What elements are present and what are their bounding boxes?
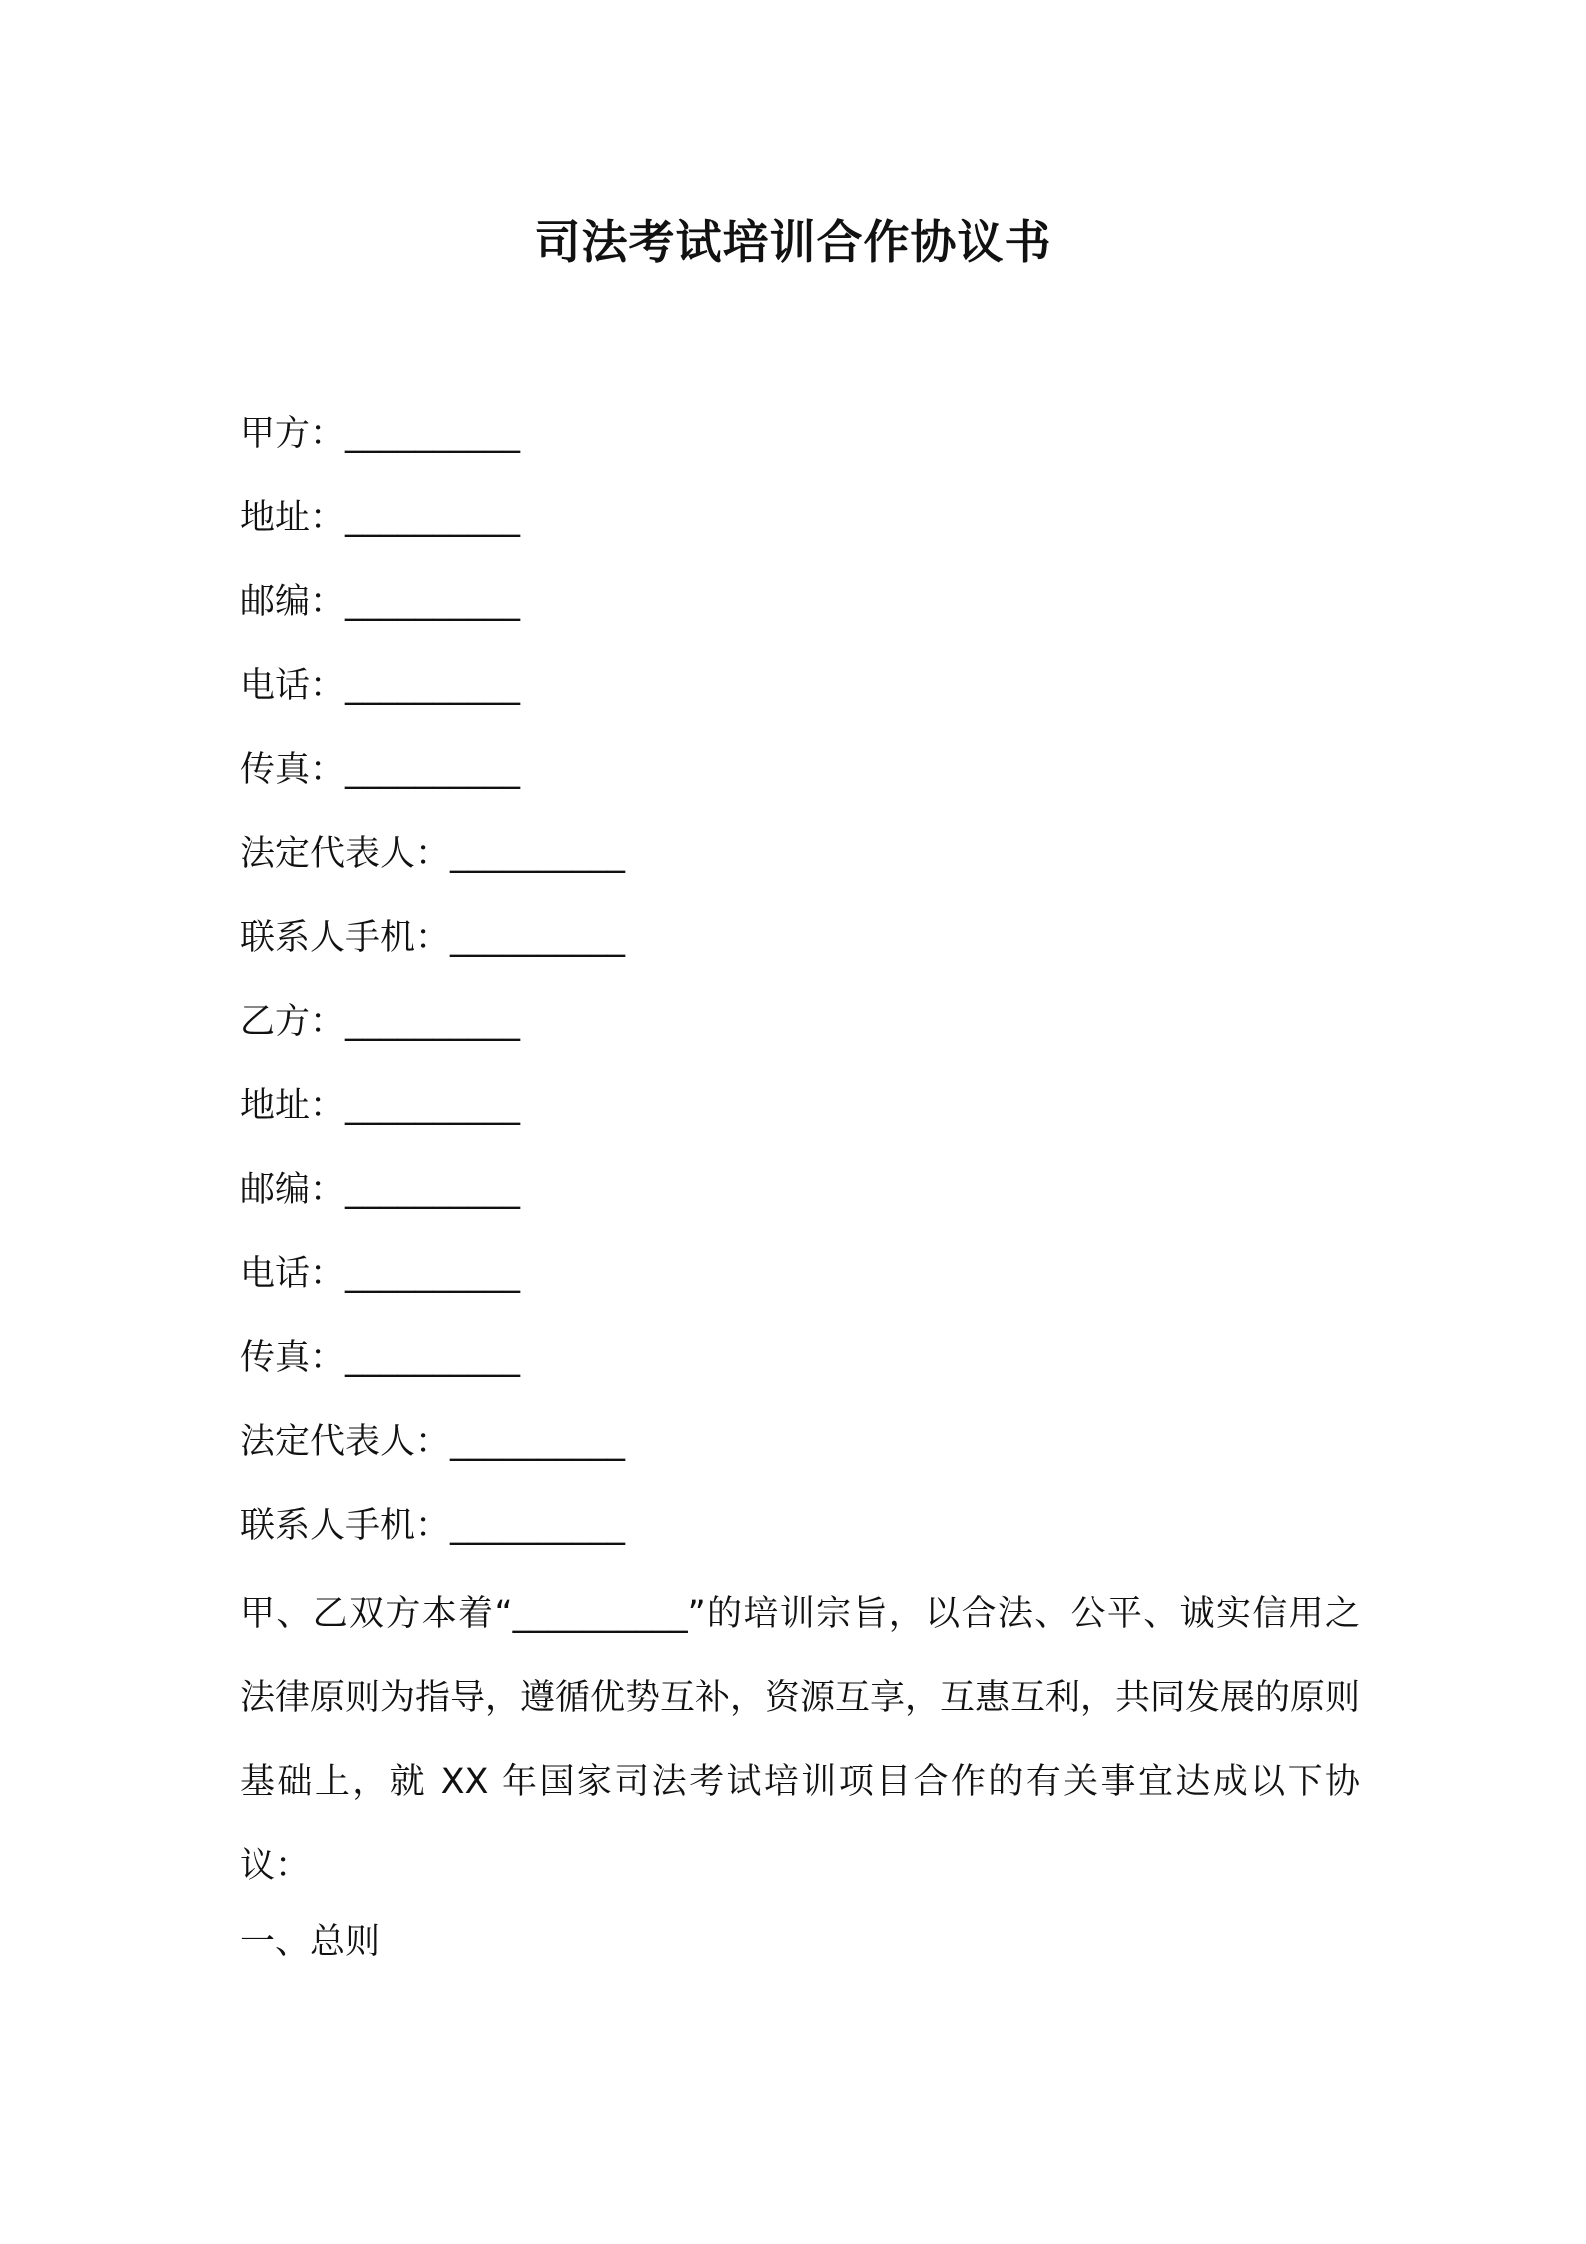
party-a-fax-field: 传真：__________ bbox=[240, 750, 521, 790]
party-b-legal-rep-field: 法定代表人：__________ bbox=[240, 1422, 626, 1462]
party-b-name-field: 乙方：__________ bbox=[240, 1002, 521, 1042]
party-b-postcode-field: 邮编：__________ bbox=[240, 1170, 521, 1210]
party-a-phone-field: 电话：__________ bbox=[240, 666, 521, 706]
party-b-address-field: 地址：__________ bbox=[240, 1086, 521, 1126]
document-title: 司法考试培训合作协议书 bbox=[534, 215, 1052, 269]
party-b-phone-field: 电话：__________ bbox=[240, 1254, 521, 1294]
party-a-contact-mobile-field: 联系人手机：__________ bbox=[240, 918, 626, 958]
party-info-list bbox=[240, 404, 1360, 1580]
party-b-contact-mobile-field: 联系人手机：__________ bbox=[240, 1506, 626, 1546]
party-a-postcode-field: 邮编：__________ bbox=[240, 582, 521, 622]
party-a-legal-rep-field: 法定代表人：__________ bbox=[240, 834, 626, 874]
party-a-address-field: 地址：__________ bbox=[240, 498, 521, 538]
section-heading-general: 一、总则 bbox=[240, 1922, 381, 1962]
agreement-preamble: 甲、乙双方本着“__________”的培训宗旨，以合法、公平、诚实信用之法律原则为指导，遵循优势互补，资源互享，互惠互利，共同发展的原则基础上，就 XX 年国家司法考试培训项目合作的有关事宜达成以下协议： bbox=[240, 1594, 1361, 1886]
party-b-fax-field: 传真：__________ bbox=[240, 1338, 521, 1378]
party-a-name-field: 甲方：__________ bbox=[240, 414, 521, 454]
